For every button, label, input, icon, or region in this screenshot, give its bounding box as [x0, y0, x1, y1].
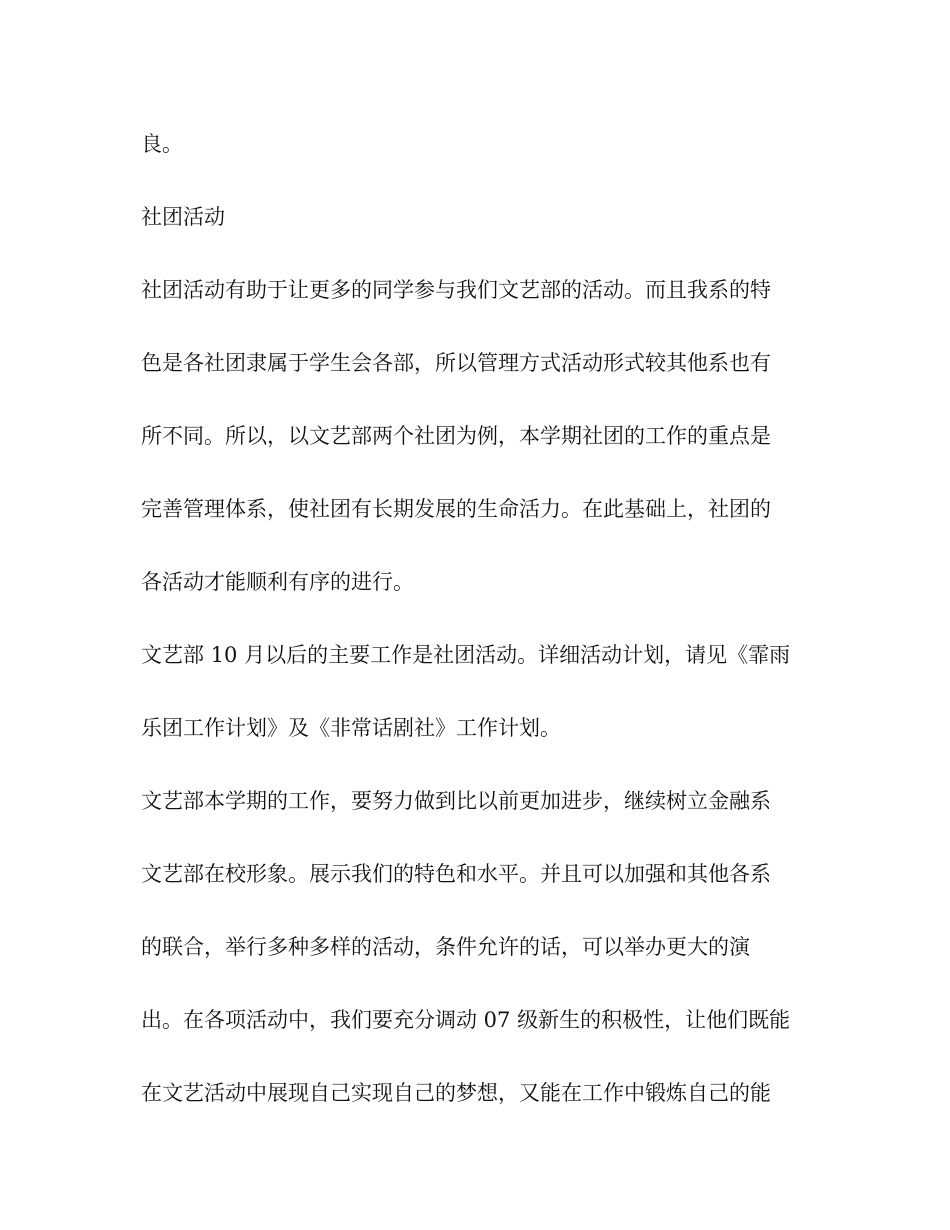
text-line: 出。在各项活动中，我们要充分调动 07 级新生的积极性，让他们既能 [141, 1008, 791, 1032]
text-line: 文艺部 10 月以后的主要工作是社团活动。详细活动计划，请见《霏雨 [141, 643, 791, 667]
text-line: 良。 [141, 132, 183, 156]
text-line: 各活动才能顺利有序的进行。 [141, 570, 414, 594]
text-line: 色是各社团隶属于学生会各部，所以管理方式活动形式较其他系也有 [141, 351, 771, 375]
text-line: 的联合，举行多种多样的活动，条件允许的话，可以举办更大的演 [141, 935, 750, 959]
text-line: 所不同。所以，以文艺部两个社团为例，本学期社团的工作的重点是 [141, 424, 771, 448]
text-line: 在文艺活动中展现自己实现自己的梦想，又能在工作中锻炼自己的能 [141, 1081, 771, 1105]
section-heading: 社团活动 [141, 205, 225, 229]
text-line: 文艺部在校形象。展示我们的特色和水平。并且可以加强和其他各系 [141, 862, 771, 886]
text-line: 社团活动有助于让更多的同学参与我们文艺部的活动。而且我系的特 [141, 278, 771, 302]
text-line: 乐团工作计划》及《非常话剧社》工作计划。 [141, 716, 561, 740]
text-line: 文艺部本学期的工作，要努力做到比以前更加进步，继续树立金融系 [141, 789, 771, 813]
text-line: 完善管理体系，使社团有长期发展的生命活力。在此基础上，社团的 [141, 497, 771, 521]
